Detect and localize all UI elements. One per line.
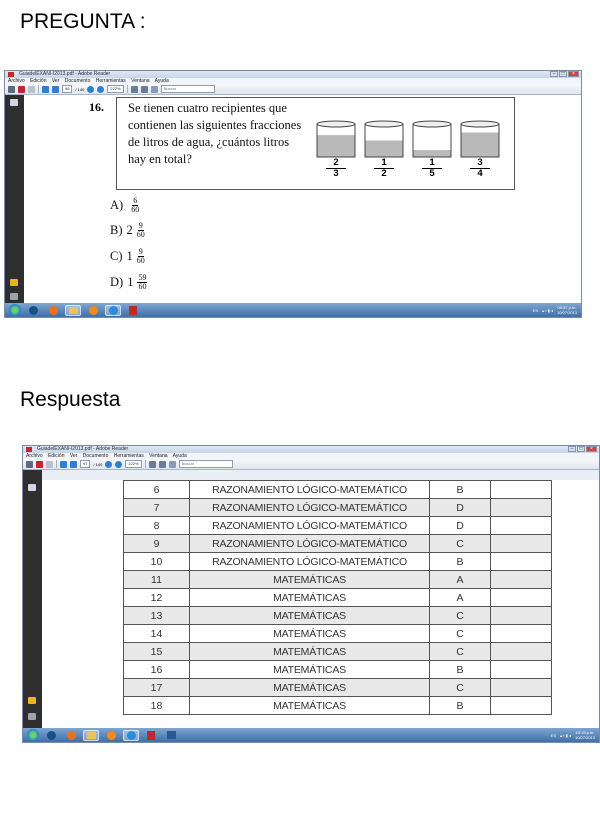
taskbar: [23, 728, 599, 742]
answer-cell: C: [430, 535, 491, 553]
table-row: [124, 643, 552, 661]
title-bar: [5, 71, 581, 78]
table-row: [124, 571, 552, 589]
zoom-select[interactable]: 222%: [125, 460, 141, 468]
empty-cell: [491, 535, 552, 553]
minimize-button[interactable]: –: [568, 446, 576, 452]
empty-cell: [491, 661, 552, 679]
water-container-icon: [412, 120, 452, 158]
search-input[interactable]: Buscar: [161, 85, 215, 93]
question-text: Se tienen cuatro recipientes que contienen las siguientes fracciones de litros de agua, ¿cuántos litros hay en total?: [128, 101, 302, 166]
answer-cell: C: [430, 625, 491, 643]
table-row: [124, 481, 552, 499]
media-player-icon[interactable]: [103, 730, 119, 741]
comment-icon[interactable]: [151, 86, 158, 93]
menu-ventana[interactable]: Ventana: [131, 78, 150, 84]
answer-option-d: D) 1 59 60: [110, 273, 147, 291]
area-cell: RAZONAMIENTO LÓGICO-MATEMÁTICO: [190, 553, 430, 571]
question-number-cell: 14: [124, 625, 190, 643]
question-number-cell: 17: [124, 679, 190, 697]
menu-ver[interactable]: Ver: [51, 78, 60, 84]
empty-cell: [491, 697, 552, 715]
comments-icon[interactable]: [28, 697, 36, 704]
empty-cell: [491, 553, 552, 571]
answer-cell: C: [430, 679, 491, 697]
toolbar: [23, 459, 599, 470]
maximize-button[interactable]: □: [559, 71, 567, 77]
window-title: GuiadelEXANI-I2013.pdf - Adobe Reader: [37, 446, 129, 452]
question-number-cell: 7: [124, 499, 190, 517]
adobe-reader-icon: [8, 72, 14, 77]
menu-ayuda[interactable]: Ayuda: [172, 453, 187, 459]
clock[interactable]: 09:57 p.m. 10/07/2013: [556, 305, 577, 315]
document-page: [24, 95, 581, 303]
adobe-reader-taskbar-icon[interactable]: [125, 305, 141, 316]
table-row: [124, 679, 552, 697]
fit-page-icon[interactable]: [141, 86, 148, 93]
area-cell: RAZONAMIENTO LÓGICO-MATEMÁTICO: [190, 517, 430, 535]
back-icon[interactable]: [28, 86, 35, 93]
navigation-panel: [23, 470, 42, 728]
table-row: [124, 517, 552, 535]
menu-ver[interactable]: Ver: [69, 453, 78, 459]
zoom-select[interactable]: 222%: [107, 85, 123, 93]
system-tray: [533, 304, 577, 316]
adobe-reader-taskbar-icon[interactable]: [143, 730, 159, 741]
menu-documento[interactable]: Documento: [64, 78, 91, 84]
question-number-cell: 18: [124, 697, 190, 715]
area-cell: MATEMÁTICAS: [190, 589, 430, 607]
print-icon[interactable]: [26, 461, 33, 468]
area-cell: RAZONAMIENTO LÓGICO-MATEMÁTICO: [190, 481, 430, 499]
empty-cell: [491, 517, 552, 535]
question-number-cell: 16: [124, 661, 190, 679]
toolbar-divider: [56, 460, 57, 468]
back-icon[interactable]: [46, 461, 53, 468]
reader-window-question: [4, 70, 582, 318]
menu-edicion[interactable]: Edición: [48, 453, 65, 459]
answer-cell: A: [430, 589, 491, 607]
save-icon[interactable]: [131, 86, 138, 93]
menu-edicion[interactable]: Edición: [30, 78, 47, 84]
share-icon[interactable]: [36, 461, 43, 468]
question-number-cell: 8: [124, 517, 190, 535]
water-container-icon: [316, 120, 356, 158]
menu-herramientas[interactable]: Herramientas: [95, 78, 126, 84]
title-bar: [23, 446, 599, 453]
page-number-input[interactable]: 98: [62, 85, 72, 93]
question-number-cell: 13: [124, 607, 190, 625]
print-icon[interactable]: [8, 86, 15, 93]
table-row: [124, 661, 552, 679]
answer-cell: B: [430, 553, 491, 571]
close-button[interactable]: ×: [568, 71, 579, 77]
explorer-icon[interactable]: [65, 305, 81, 316]
empty-cell: [491, 589, 552, 607]
empty-cell: [491, 481, 552, 499]
water-container-icon: [364, 120, 404, 158]
area-cell: MATEMÁTICAS: [190, 697, 430, 715]
toolbar-divider: [127, 85, 128, 93]
save-icon[interactable]: [149, 461, 156, 468]
question-number-cell: 11: [124, 571, 190, 589]
page-thumbnails-icon[interactable]: [10, 99, 18, 106]
question-heading: PREGUNTA :: [20, 10, 146, 33]
toolbar-divider: [145, 460, 146, 468]
zoom-in-icon[interactable]: [115, 461, 122, 468]
answer-cell: C: [430, 643, 491, 661]
empty-cell: [491, 607, 552, 625]
reader-window-answer: [22, 445, 600, 743]
answer-key-table: [123, 480, 552, 715]
ie-icon[interactable]: [123, 730, 139, 741]
area-cell: MATEMÁTICAS: [190, 661, 430, 679]
search-input[interactable]: Buscar: [179, 460, 233, 468]
attachments-icon[interactable]: [28, 713, 36, 720]
comments-icon[interactable]: [10, 279, 18, 286]
answer-option-a: A) 6 60: [110, 196, 140, 214]
answer-option-b: B) 2 9 60: [110, 221, 145, 239]
table-row: [124, 553, 552, 571]
question-number-cell: 12: [124, 589, 190, 607]
language-indicator[interactable]: ES: [550, 732, 556, 738]
table-row: [124, 697, 552, 715]
previous-page-icon[interactable]: [60, 461, 67, 468]
area-cell: RAZONAMIENTO LÓGICO-MATEMÁTICO: [190, 499, 430, 517]
area-cell: MATEMÁTICAS: [190, 679, 430, 697]
zoom-out-icon[interactable]: [87, 86, 94, 93]
start-orb-icon[interactable]: [9, 304, 21, 316]
share-icon[interactable]: [18, 86, 25, 93]
media-player-icon[interactable]: [85, 305, 101, 316]
container-fraction: $\frac{3}{4}$: [470, 158, 490, 179]
answer-cell: B: [430, 661, 491, 679]
document-page: [42, 480, 599, 728]
next-page-icon[interactable]: [70, 461, 77, 468]
answer-cell: B: [430, 697, 491, 715]
container-fraction: $\frac{2}{3}$: [326, 158, 346, 179]
comment-icon[interactable]: [169, 461, 176, 468]
zoom-out-icon[interactable]: [105, 461, 112, 468]
firefox-icon[interactable]: [45, 305, 61, 316]
answer-option-c: C) 1 9 60: [110, 247, 145, 265]
page-thumbnails-icon[interactable]: [28, 484, 36, 491]
attachments-icon[interactable]: [10, 293, 18, 300]
menu-herramientas[interactable]: Herramientas: [113, 453, 144, 459]
container-fraction: $\frac{1}{5}$: [422, 158, 442, 179]
minimize-button[interactable]: –: [550, 71, 558, 77]
answer-cell: C: [430, 607, 491, 625]
window-title: GuiadelEXANI-I2013.pdf - Adobe Reader: [19, 71, 111, 77]
question-number-cell: 10: [124, 553, 190, 571]
table-row: [124, 499, 552, 517]
menu-archivo[interactable]: Archivo: [8, 78, 25, 84]
adobe-reader-icon: [26, 447, 32, 452]
menu-ayuda[interactable]: Ayuda: [154, 78, 169, 84]
clock[interactable]: 10:15 p.m. 10/07/2013: [574, 730, 595, 740]
hp-icon[interactable]: [43, 730, 59, 741]
menu-documento[interactable]: Documento: [82, 453, 109, 459]
area-cell: MATEMÁTICAS: [190, 571, 430, 589]
explorer-icon[interactable]: [83, 730, 99, 741]
page-total: / 140: [75, 86, 85, 92]
answer-cell: D: [430, 499, 491, 517]
language-indicator[interactable]: ES: [532, 307, 538, 313]
answer-heading: Respuesta: [20, 388, 121, 411]
menu-archivo[interactable]: Archivo: [26, 453, 43, 459]
table-row: [124, 625, 552, 643]
tray-icons: ▴ ▪ ▮ ◂: [542, 307, 553, 313]
water-container-icon: [460, 120, 500, 158]
answer-cell: B: [430, 481, 491, 499]
empty-cell: [491, 499, 552, 517]
fit-page-icon[interactable]: [159, 461, 166, 468]
empty-cell: [491, 625, 552, 643]
table-row: [124, 589, 552, 607]
question-number-cell: 15: [124, 643, 190, 661]
answer-cell: D: [430, 517, 491, 535]
taskbar: [5, 303, 581, 317]
menu-ventana[interactable]: Ventana: [149, 453, 168, 459]
empty-cell: [491, 643, 552, 661]
question-box: [116, 97, 515, 190]
empty-cell: [491, 571, 552, 589]
tray-icons: ▴ ▪ ▮ ◂: [560, 732, 571, 738]
area-cell: RAZONAMIENTO LÓGICO-MATEMÁTICO: [190, 535, 430, 553]
area-cell: MATEMÁTICAS: [190, 625, 430, 643]
zoom-in-icon[interactable]: [97, 86, 104, 93]
toolbar-divider: [38, 85, 39, 93]
ie-icon[interactable]: [105, 305, 121, 316]
question-number-cell: 9: [124, 535, 190, 553]
close-button[interactable]: ×: [586, 446, 597, 452]
question-number: 16.: [89, 100, 104, 114]
empty-cell: [491, 679, 552, 697]
next-page-icon[interactable]: [52, 86, 59, 93]
system-tray: [551, 729, 595, 741]
start-orb-icon[interactable]: [27, 729, 39, 741]
firefox-icon[interactable]: [63, 730, 79, 741]
toolbar: [5, 84, 581, 95]
container-fraction: $\frac{1}{2}$: [374, 158, 394, 179]
table-row: [124, 607, 552, 625]
area-cell: MATEMÁTICAS: [190, 643, 430, 661]
question-number-cell: 6: [124, 481, 190, 499]
word-icon[interactable]: [163, 730, 179, 741]
maximize-button[interactable]: □: [577, 446, 585, 452]
page-total: / 140: [93, 461, 103, 467]
answer-cell: A: [430, 571, 491, 589]
area-cell: MATEMÁTICAS: [190, 607, 430, 625]
previous-page-icon[interactable]: [42, 86, 49, 93]
navigation-panel: [5, 95, 24, 303]
table-row: [124, 535, 552, 553]
hp-icon[interactable]: [25, 305, 41, 316]
page-number-input[interactable]: 97: [80, 460, 90, 468]
